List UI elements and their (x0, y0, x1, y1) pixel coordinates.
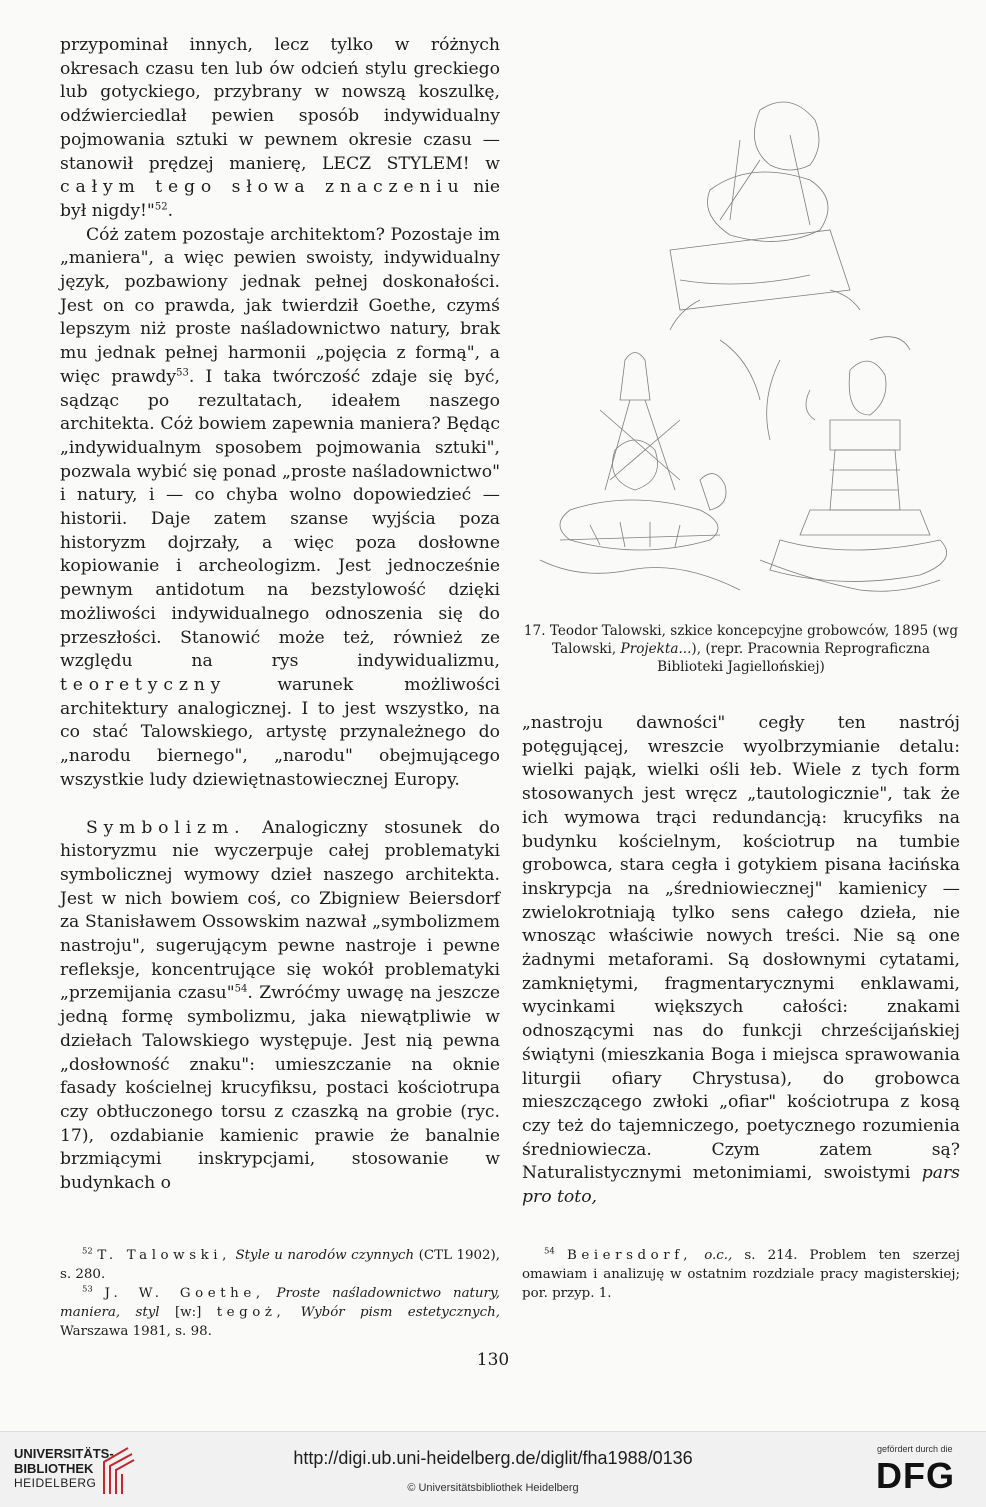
permalink-url[interactable]: http://digi.ub.uni-heidelberg.de/diglit/fha1988/0136 (293, 1448, 693, 1468)
library-footer (0, 1431, 986, 1507)
left-text-column (60, 34, 500, 1196)
footnote-ref[interactable]: 52 (154, 201, 168, 213)
funder-label: gefördert durch die (877, 1444, 953, 1454)
dfg-logo[interactable]: DFG (876, 1455, 955, 1496)
figure-caption: 17. Teodor Talowski, szkice koncepcyjne grobowców, 1895 (wg Talowski, Projekta...), (repr. Pracownia Reprograficzna Biblioteki Jagiellońskiej) (523, 623, 959, 675)
footnote: $^{52}$ T. Talowski, Style u narodów czynnych (CTL 1902), s. 280. (60, 1246, 501, 1282)
footnote-ref[interactable]: 54 (234, 983, 248, 995)
copyright-notice: © Universitätsbibliothek Heidelberg (407, 1482, 579, 1494)
footnote: $^{53}$ J. W. Goethe, Proste naśladownictwo natury, maniera, styl [w:] tegoż, Wybór pism estetycznych, Warszawa 1981, s. 98. (60, 1284, 501, 1339)
paragraph: „nastroju dawności" cegły ten nastrój potęgującej, wreszcie wyolbrzymianie detalu: wielki pająk, wielki ośli łeb. Wiele z tych form stosowanych jest wręcz „tautologicznie", tak że ich wymowa trąci redundancją: krucyfiks na budynku kościelnym, kościotrup na tumbie grobowca, stara cegła i gotykiem pisana łacińska inskrypcja na „średniowiecznej" kamienicy — zwielokrotniają tylko sens całego dzieła, nie wnosząc właściwie nowych treści. Nie są one żadnymi metaforami. Są dosłownymi cytatami, zamkniętymi, fragmentarycznymi enklawami, wycinkami większych całości: znakami odnoszącymi nas do funkcji chrześcijańskiej świątyni (mieszkania Boga i miejsca sprawowania liturgii ofiary Chrystusa), do grobowca mieszczącego zwłoki „ofiar" kościotrupa z kosą czy też do tajemniczego, poetycznego rozumienia średniowiecza. Czym zatem są? Naturalistycznymi metonimiami, swoistymi pars pro toto, (522, 713, 960, 1208)
footnote: $^{54}$ Beiersdorf, o.c., s. 214. Problem ten szerzej omawiam i analizuję w ostatnim rozdziale pracy magisterskiej; por. przyp. 1. (522, 1246, 961, 1301)
section-heading: Symbolizm. (86, 817, 246, 838)
footnotes-left (60, 1246, 500, 1341)
page-number: 130 (476, 1350, 510, 1370)
figure-sketch (530, 40, 960, 615)
paragraph: przypominał innych, lecz tylko w różnych okresach czasu ten lub ów odcień stylu greckiego lub gotyckiego, przybrany w nowszą koszulkę, odźwierciedlał pewien sposób indywidualny pojmowania sztuki w pewnem okresie czasu — stanowił prędzej manierę, LECZ STYLEM! w całym tego słowa znaczeniu nie był nigdy!"$^{52}$. (60, 35, 500, 221)
right-text-column (522, 712, 960, 1210)
footnote-ref[interactable]: 53 (176, 367, 189, 379)
paragraph: Cóż zatem pozostaje architektom? Pozostaje im „maniera", a więc pewien swoisty, indywidualny język, pozbawiony jednak pełnej doskonałości. Jest on co prawda, jak twierdził Goethe, czymś lepszym niż proste naśladownictwo natury, brak mu jednak pełnej harmonii „pojęcia z formą", a więc prawdy$^{53}$. I taka twórczość zdaje się być, sądząc po rezultatach, ideałem naszego architekta. Cóż bowiem zapewnia maniera? Będąc „indywidualnym sposobem pojmowania sztuki", pozwala wybić się ponad „proste naśladownictwo" i natury, i — co chyba wolno dopowiedzieć — historii. Daje zatem szanse wyjścia poza historyzm dojrzały, a więc poza dosłowne kopiowanie i archeologizm. Jest jednocześnie pewnym antidotum na bezstylowość dzięki możliwości indywidualnego odnoszenia się do przeszłości. Stanowić może też, również ze względu na rys indywidualizmu, teoretyczny warunek możliwości architektury analogicznej. I to jest wszystko, na co stać Talowskiego, artystę przynależnego do „narodu biernego", „narodu" obejmującego wszystkie ludy dziewiętnastowiecznej Europy. (60, 224, 501, 790)
footnotes-right (522, 1246, 960, 1303)
paragraph: Symbolizm. Analogiczny stosunek do historyzmu nie wyczerpuje całej problematyki symbolicznej wymowy dzieł naszego architekta. Jest w nich bowiem coś, co Zbigniew Beiersdorf za Stanisławem Ossowskim nazwał „symbolizmem nastroju", sugerującym pewne nastroje i pewne refleksje, koncentrujące się wokół problematyki „przemijania czasu"$^{54}$. Zwróćmy uwagę na jeszcze jedną formę symbolizmu, jaka niewątpliwie w dziełach Talowskiego występuje. Jest nią pewna „dosłowność znaku": umieszczanie na oknie fasady kościelnej krucyfiksu, postaci kościotrupa czy obtłuczonego torsu z czaszką na grobie (ryc. 17), ozdabianie kamienic prawie że banalnie brzmiącymi inskrypcjami, stosowanie w budynkach o (60, 817, 500, 1194)
library-logo[interactable]: UNIVERSITÄTS- BIBLIOTHEK HEIDELBERG (14, 1446, 114, 1490)
tomb-sketch-illustration (530, 40, 960, 615)
